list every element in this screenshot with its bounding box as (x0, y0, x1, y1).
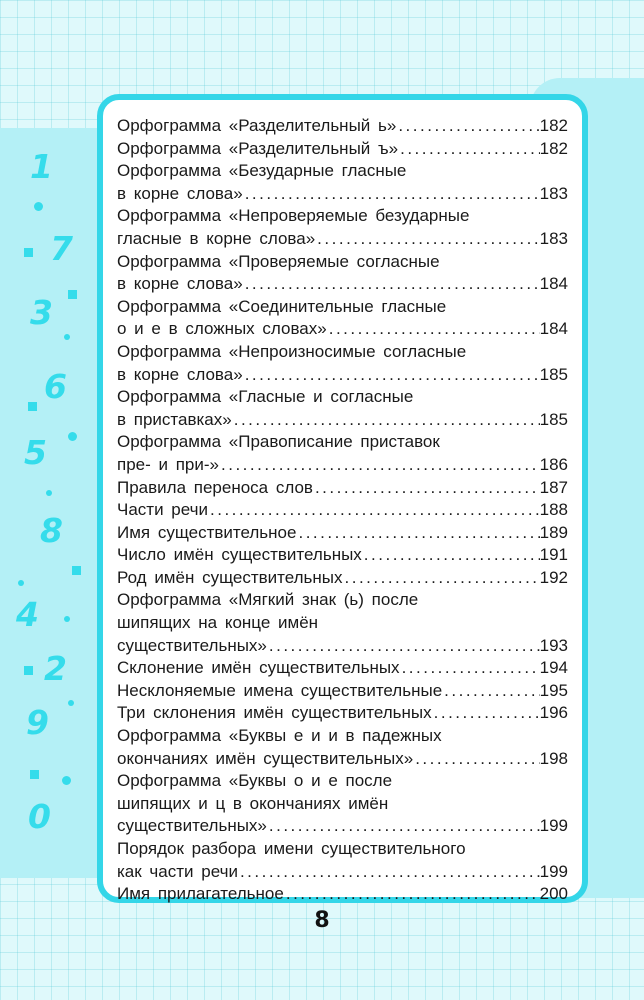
decor-dot (68, 290, 77, 299)
decor-dot (72, 566, 81, 575)
decor-digit: 4 (16, 595, 39, 634)
toc-entry-title: Несклоняемые имена существительные (117, 680, 443, 700)
decor-digit: 9 (26, 703, 49, 742)
toc-entry-title: Число имён существительных (117, 545, 362, 565)
toc-entry-page: 191 (539, 545, 568, 565)
toc-entry-title: гласные в корне слова» (117, 228, 316, 248)
toc-leader (413, 748, 539, 771)
toc-entry[interactable] (117, 657, 568, 680)
toc-entry-title: пре- и при-» (117, 454, 219, 474)
toc-entry[interactable] (117, 228, 568, 251)
toc-entry-page: 184 (539, 319, 568, 339)
toc-entry-title: Орфограмма «Правописание приставок (117, 432, 440, 452)
toc-leader (313, 477, 540, 500)
toc-entry[interactable] (117, 522, 568, 545)
toc-entry[interactable] (117, 544, 568, 567)
decor-dot (46, 490, 52, 496)
decor-digit: 2 (44, 649, 67, 688)
toc-entry-title: Орфограмма «Мягкий знак (ь) после (117, 590, 419, 610)
decor-dot (64, 616, 70, 622)
toc-leader (432, 702, 540, 725)
toc-entry-title: существительных» (117, 635, 267, 655)
decor-dot (62, 776, 71, 785)
toc-entry-title: Части речи (117, 500, 208, 520)
toc-leader (243, 364, 540, 387)
toc-entry-title: как части речи (117, 861, 238, 881)
toc-entry-page: 186 (539, 454, 568, 474)
toc-leader (284, 883, 540, 906)
page-number: 8 (314, 908, 330, 933)
toc-entry[interactable] (117, 635, 568, 658)
toc-leader (296, 522, 539, 545)
toc-entry-page: 182 (539, 138, 568, 158)
toc-entry[interactable] (117, 589, 568, 612)
toc-entry[interactable] (117, 454, 568, 477)
toc-leader (398, 138, 540, 161)
toc-entry[interactable] (117, 680, 568, 703)
toc-entry-page: 194 (539, 658, 568, 678)
toc-entry-title: Орфограмма «Соединительные гласные (117, 296, 447, 316)
decor-digit: 6 (44, 367, 67, 406)
toc-entry-title: Имя прилагательное (117, 884, 284, 904)
decor-digit: 3 (30, 293, 53, 332)
toc-entry[interactable] (117, 115, 568, 138)
toc-entry[interactable] (117, 702, 568, 725)
toc-entry[interactable] (117, 612, 568, 635)
toc-entry-title: в корне слова» (117, 364, 243, 384)
decor-digit: 0 (28, 797, 51, 836)
toc-leader (208, 499, 540, 522)
toc-entry[interactable] (117, 205, 568, 228)
toc-entry[interactable] (117, 341, 568, 364)
toc-entry-title: Три склонения имён существительных (117, 703, 432, 723)
decor-digit: 5 (24, 433, 47, 472)
toc-entry[interactable] (117, 477, 568, 500)
toc-leader (327, 318, 540, 341)
toc-entry-title: Орфограмма «Непроверяемые безударные (117, 206, 470, 226)
toc-entry-page: 195 (539, 680, 568, 700)
toc-leader (267, 635, 540, 658)
decor-dot (68, 700, 74, 706)
decor-dot (24, 248, 33, 257)
toc-entry-page: 199 (539, 816, 568, 836)
toc-entry-title: в корне слова» (117, 183, 243, 203)
toc-entry[interactable] (117, 431, 568, 454)
toc-entry-title: Орфограмма «Буквы е и и в падежных (117, 726, 442, 746)
toc-entry[interactable] (117, 793, 568, 816)
toc-entry-page: 198 (539, 748, 568, 768)
toc-entry-title: в корне слова» (117, 274, 243, 294)
decor-dot (34, 202, 43, 211)
toc-entry-title: Род имён существительных (117, 567, 343, 587)
toc-leader (442, 680, 539, 703)
toc-entry-title: Правила переноса слов (117, 477, 313, 497)
toc-entry[interactable] (117, 138, 568, 161)
toc-entry-title: Орфограмма «Проверяемые согласные (117, 251, 440, 271)
decor-dot (24, 666, 33, 675)
toc-entry-page: 188 (539, 500, 568, 520)
decor-dot (28, 402, 37, 411)
toc-entry-title: Орфограмма «Непроизносимые согласные (117, 341, 467, 361)
toc-entry-title: Имя существительное (117, 522, 297, 542)
toc-leader (315, 228, 539, 251)
toc-leader (267, 815, 540, 838)
toc-entry-page: 184 (539, 274, 568, 294)
toc-entry-page: 183 (539, 183, 568, 203)
toc-entry[interactable] (117, 386, 568, 409)
toc-entry-page: 199 (539, 861, 568, 881)
toc-entry-title: Склонение имён существительных (117, 658, 400, 678)
decor-dot (18, 580, 24, 586)
decor-dot (68, 432, 77, 441)
toc-entry-title: окончаниях имён существительных» (117, 748, 414, 768)
toc-entry[interactable] (117, 499, 568, 522)
toc-entry-title: Порядок разбора имени существительного (117, 839, 466, 858)
table-of-contents (117, 115, 568, 906)
toc-entry[interactable] (117, 160, 568, 183)
toc-entry[interactable] (117, 364, 568, 387)
toc-entry-page: 182 (539, 116, 568, 135)
toc-leader (238, 861, 540, 884)
toc-entry[interactable] (117, 296, 568, 319)
toc-entry[interactable] (117, 838, 568, 861)
toc-entry-title: существительных» (117, 816, 267, 836)
toc-entry-page: 187 (539, 477, 568, 497)
toc-entry[interactable] (117, 725, 568, 748)
toc-entry[interactable] (117, 318, 568, 341)
toc-leader (396, 115, 539, 138)
toc-leader (232, 409, 540, 432)
toc-leader (343, 567, 540, 590)
toc-entry-title: Орфограмма «Гласные и согласные (117, 387, 414, 407)
toc-entry-title: шипящих на конце имён (117, 613, 319, 633)
toc-entry-title: Орфограмма «Разделительный ь» (117, 116, 397, 135)
toc-leader (400, 657, 540, 680)
decor-digit: 1 (30, 147, 53, 186)
toc-entry-title: о и е в сложных словах» (117, 319, 327, 339)
toc-entry-title: Орфограмма «Разделительный ъ» (117, 138, 399, 158)
toc-entry[interactable] (117, 273, 568, 296)
toc-entry[interactable] (117, 251, 568, 274)
decor-dot (30, 770, 39, 779)
toc-leader (219, 454, 540, 477)
toc-entry-title: шипящих и ц в окончаниях имён (117, 793, 389, 813)
toc-entry-page: 185 (539, 364, 568, 384)
toc-entry[interactable] (117, 183, 568, 206)
toc-entry-page: 192 (539, 567, 568, 587)
toc-entry-page: 193 (539, 635, 568, 655)
toc-entry[interactable] (117, 748, 568, 771)
toc-entry-title: в приставках» (117, 409, 232, 429)
toc-entry[interactable] (117, 815, 568, 838)
toc-leader (243, 273, 540, 296)
toc-leader (243, 183, 540, 206)
decor-digit: 7 (50, 229, 73, 268)
toc-entry[interactable] (117, 409, 568, 432)
toc-entry-title: Орфограмма «Безударные гласные (117, 161, 407, 181)
toc-entry[interactable] (117, 883, 568, 906)
toc-entry-page: 185 (539, 409, 568, 429)
toc-entry[interactable] (117, 567, 568, 590)
toc-entry-page: 196 (539, 703, 568, 723)
decor-dot (64, 334, 70, 340)
toc-entry-page: 189 (539, 522, 568, 542)
toc-entry[interactable] (117, 770, 568, 793)
toc-entry-page: 183 (539, 228, 568, 248)
toc-entry-page: 200 (539, 884, 568, 904)
toc-entry-title: Орфограмма «Буквы о и е после (117, 771, 393, 791)
decor-digit: 8 (40, 511, 63, 550)
toc-leader (362, 544, 540, 567)
toc-entry[interactable] (117, 861, 568, 884)
